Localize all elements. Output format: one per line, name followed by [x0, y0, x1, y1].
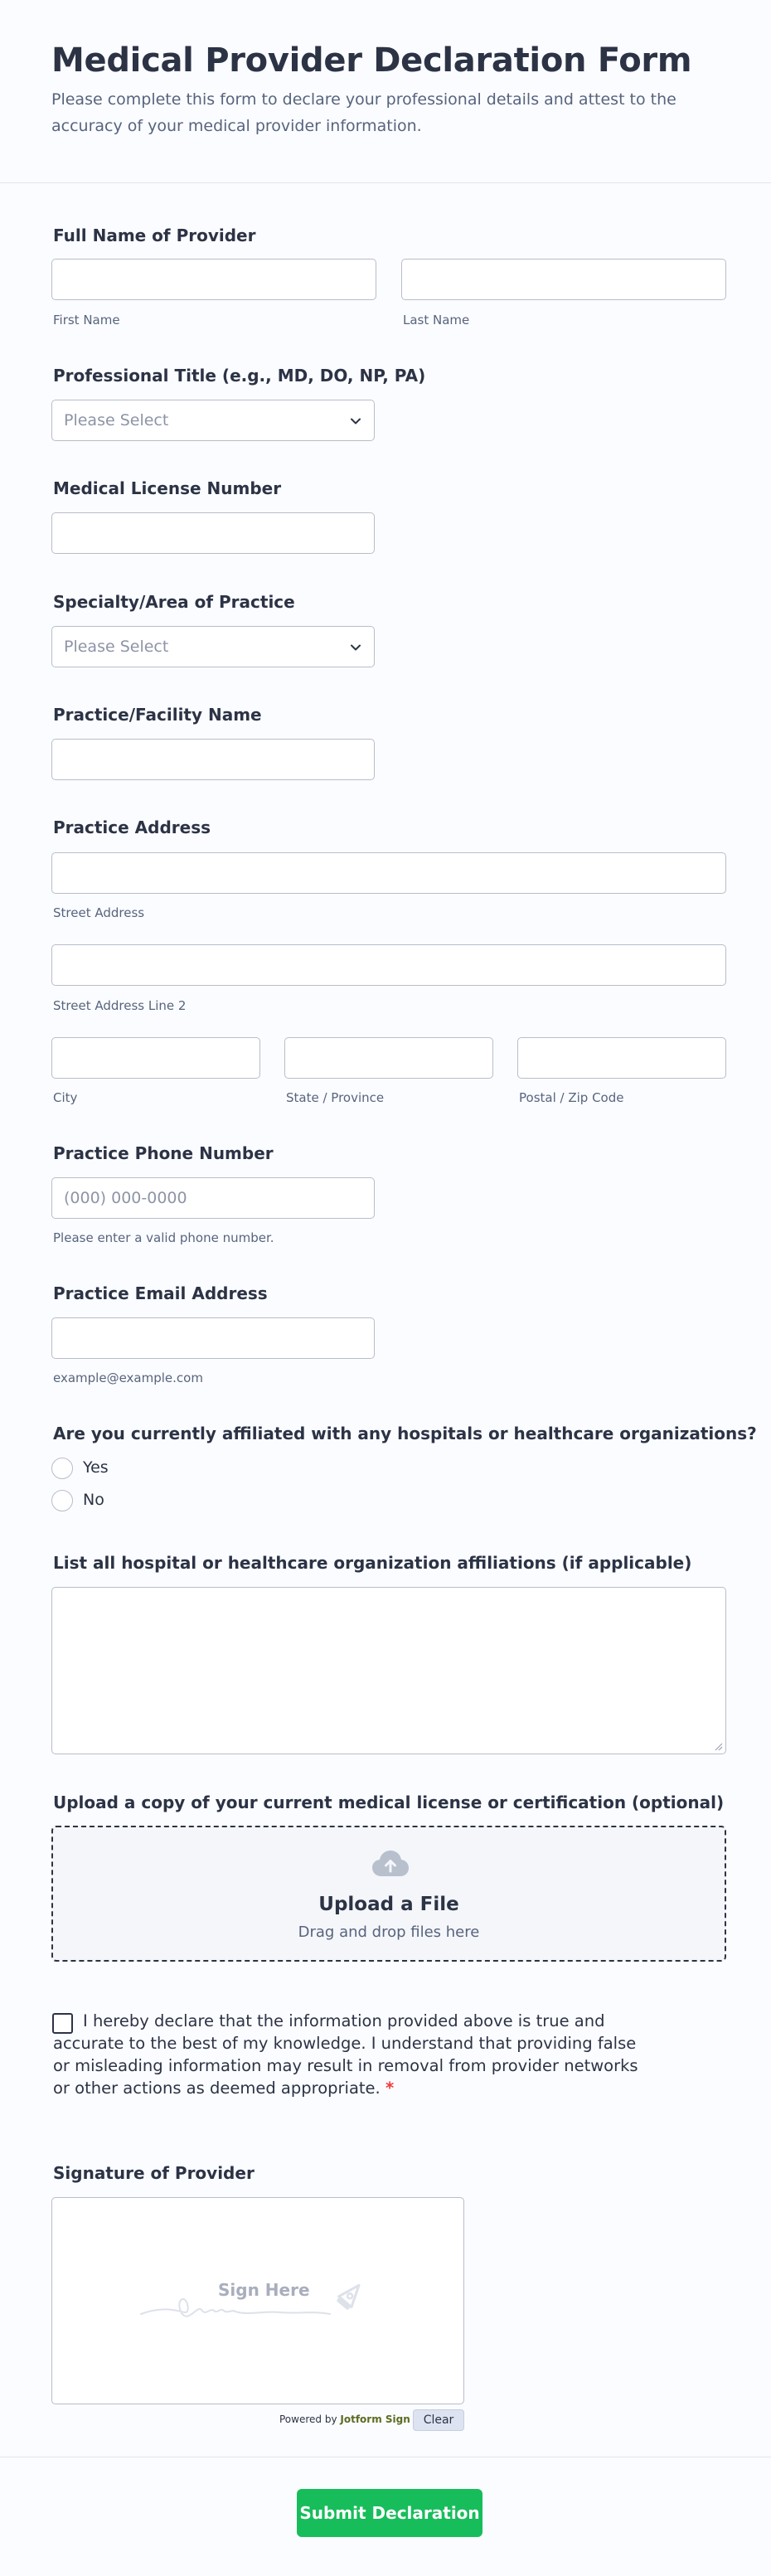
last-name-sublabel: Last Name [403, 313, 470, 327]
radio-no-circle[interactable] [51, 1490, 73, 1511]
professional-title-selected: Please Select [64, 411, 169, 429]
state-sublabel: State / Province [286, 1090, 385, 1105]
chevron-down-icon [349, 415, 362, 428]
license-label: Medical License Number [53, 478, 282, 498]
file-upload-dropzone[interactable] [51, 1826, 726, 1962]
email-input[interactable] [51, 1317, 375, 1359]
last-name-input[interactable] [401, 259, 726, 300]
affiliations-textarea[interactable] [51, 1587, 726, 1754]
phone-label: Practice Phone Number [53, 1143, 274, 1163]
first-name-sublabel: First Name [53, 313, 120, 327]
form-subtitle: Please complete this form to declare your professional details and attest to the accuracy of your medical provider information. [51, 90, 676, 135]
radio-yes-label: Yes [83, 1458, 109, 1477]
powered-brand: Jotform Sign [340, 2413, 410, 2425]
affiliated-label: Are you currently affiliated with any hospitals or healthcare organizations? [53, 1424, 757, 1443]
address-label: Practice Address [53, 817, 211, 837]
postal-code-sublabel: Postal / Zip Code [519, 1090, 624, 1105]
full-name-label: Full Name of Provider [53, 226, 256, 245]
email-label: Practice Email Address [53, 1283, 268, 1303]
professional-title-label: Professional Title (e.g., MD, DO, NP, PA) [53, 366, 426, 386]
submit-button[interactable]: Submit Declaration [297, 2489, 482, 2537]
signature-label: Signature of Provider [53, 2163, 255, 2183]
upload-hint: Drag and drop files here [298, 1924, 480, 1941]
radio-yes-circle[interactable] [51, 1458, 73, 1479]
street-address-sublabel: Street Address [53, 905, 145, 920]
affiliations-label: List all hospital or healthcare organization affiliations (if applicable) [53, 1553, 692, 1573]
form-header [0, 0, 771, 183]
email-hint: example@example.com [53, 1370, 203, 1385]
license-input[interactable] [51, 512, 375, 554]
specialty-label: Specialty/Area of Practice [53, 592, 295, 612]
postal-code-input[interactable] [517, 1037, 726, 1079]
powered-by [279, 2413, 410, 2425]
form-title: Medical Provider Declaration Form [51, 41, 692, 80]
facility-label: Practice/Facility Name [53, 705, 262, 725]
chevron-down-icon [349, 641, 362, 654]
declaration-text [53, 2010, 643, 2099]
professional-title-select[interactable] [51, 400, 375, 441]
required-mark: * [385, 2079, 395, 2098]
specialty-select[interactable] [51, 626, 375, 667]
radio-no-label: No [83, 1491, 104, 1509]
clear-signature-button[interactable]: Clear [413, 2409, 464, 2431]
signature-placeholder: Sign Here [218, 2280, 310, 2300]
street-address-line2-sublabel: Street Address Line 2 [53, 998, 187, 1013]
city-input[interactable] [51, 1037, 260, 1079]
powered-prefix: Powered by [279, 2413, 337, 2425]
facility-input[interactable] [51, 739, 375, 780]
specialty-selected: Please Select [64, 638, 169, 656]
signature-pad[interactable] [51, 2197, 464, 2404]
phone-hint: Please enter a valid phone number. [53, 1230, 274, 1245]
first-name-input[interactable] [51, 259, 376, 300]
state-input[interactable] [284, 1037, 493, 1079]
street-address-input[interactable] [51, 852, 726, 894]
resize-grip-icon[interactable] [713, 1741, 723, 1751]
street-address-line2-input[interactable] [51, 944, 726, 986]
city-sublabel: City [53, 1090, 78, 1105]
cloud-upload-icon [371, 1849, 410, 1879]
declaration-statement: I hereby declare that the information provided above is true and accurate to the best of my knowledge. I understand that providing false or misleading information may result in removal from provider networks or other actions as deemed appropriate. [53, 2011, 638, 2098]
phone-input[interactable] [51, 1177, 375, 1219]
upload-label: Upload a copy of your current medical license or certification (optional) [53, 1793, 725, 1812]
upload-title: Upload a File [318, 1894, 459, 1915]
